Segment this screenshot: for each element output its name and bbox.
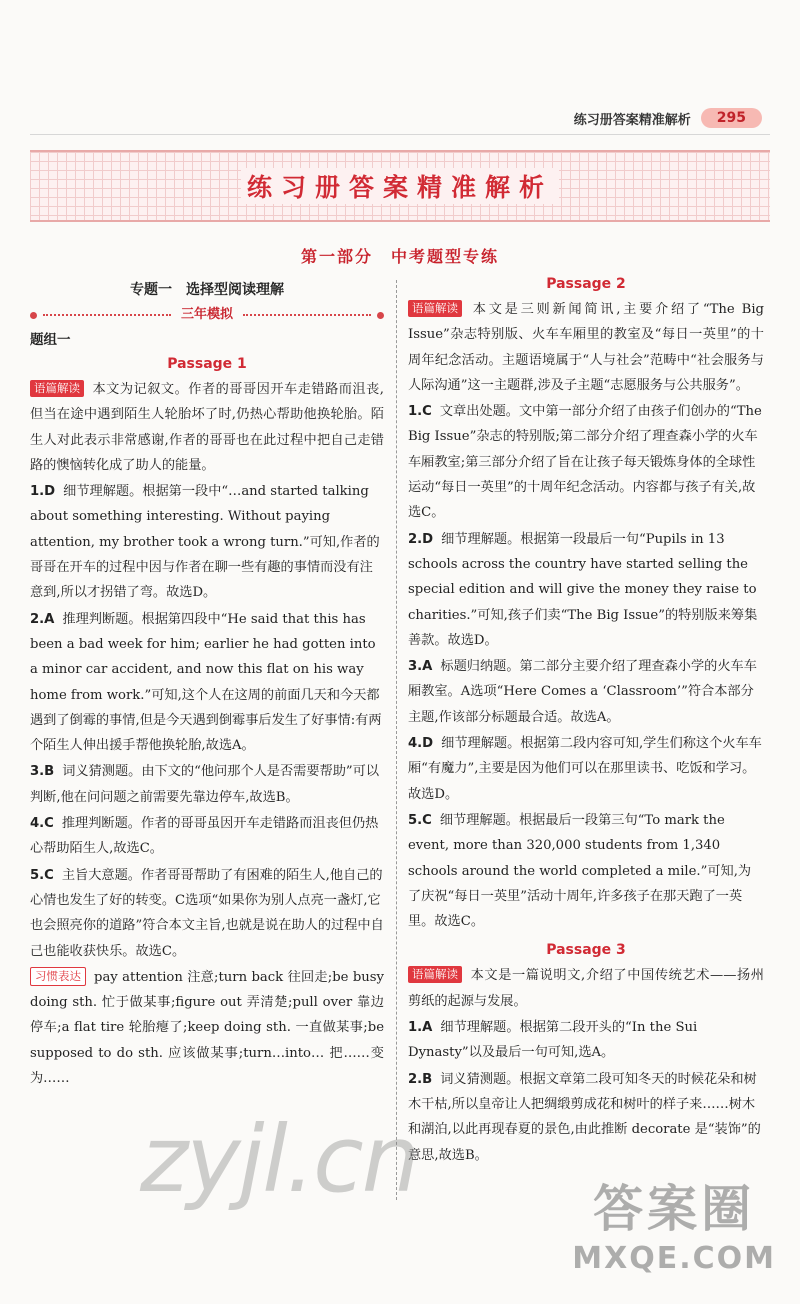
answer-number: 3.B xyxy=(30,764,55,780)
dotted-rule xyxy=(243,314,371,316)
answer-item xyxy=(408,1015,764,1066)
answer-item xyxy=(30,811,384,862)
answer-number: 4.C xyxy=(30,816,54,832)
answer-text: 标题归纳题。第二部分主要介绍了理查森小学的火车车厢教室。A选项“Here Comes a ‘Classroom’”符合本部分主题,作该部分标题最合适。故选A。 xyxy=(408,659,757,725)
column-divider xyxy=(396,280,397,1200)
answer-number: 2.A xyxy=(30,611,55,627)
summary-text: 本文是三则新闻简讯,主要介绍了“The Big Issue”杂志特别版、火车车厢里的教室及“每日一英里”的十周年纪念活动。主题语境属于“人与社会”范畴中“社会服务与人际沟通”这一主题群,涉及子主题“志愿服务与公共服务”。 xyxy=(408,302,764,393)
answer-text: 细节理解题。根据第一段中“…and started talking about something interesting. Without paying attention, my brother took a wrong turn.”可知,作者的哥哥在开车的过程中因与作者在聊一些有趣的事情而没有注意到,所以才拐错了弯。故选D。 xyxy=(30,484,380,601)
answer-text: 推理判断题。根据第四段中“He said that this has been a bad week for him; earlier he had gotten into a minor car accident, and now this flat on his way home from work.”可知,这个人在这周的前面几天和今天都遇到了倒霉的事情,但是今天遇到倒霉事后发生了好事情:有两个陌生人伸出援手帮他换轮胎,故选A。 xyxy=(30,611,382,754)
phrases-block xyxy=(30,965,384,1091)
watermark-mxqe xyxy=(572,1169,776,1276)
passage-title: Passage 1 xyxy=(167,356,247,372)
answer-item xyxy=(30,479,384,605)
group-heading: 题组一 xyxy=(30,332,71,348)
phrases-text: pay attention 注意;turn back 往回走;be busy doing sth. 忙于做某事;figure out 弄清楚;pull over 靠边停车;a flat tire 轮胎瘪了;keep doing sth. 一直做某事;be supposed to do sth. 应该做某事;turn…into… 把……变为…… xyxy=(30,969,384,1087)
title-banner xyxy=(30,150,770,222)
passage-summary xyxy=(408,297,764,398)
answer-text: 推理判断题。作者的哥哥虽因开车走错路而沮丧但仍热心帮助陌生人,故选C。 xyxy=(30,816,379,857)
page-number: 295 xyxy=(701,108,762,128)
answer-text: 细节理解题。根据第一段最后一句“Pupils in 13 schools across the country have started selling the special edition and will give the money they raise to charities.”可知,孩子们卖“The Big Issue”的特别版来筹集善款。故选D。 xyxy=(408,531,758,648)
topic-heading: 专题一 选择型阅读理解 xyxy=(130,282,284,298)
summary-tag: 语篇解读 xyxy=(30,380,84,397)
watermark-top-text: 答案圈 xyxy=(593,1180,756,1238)
banner-title: 练习册答案精准解析 xyxy=(241,168,559,204)
answer-item xyxy=(30,863,384,964)
answer-text: 细节理解题。根据第二段内容可知,学生们称这个火车车厢“有魔力”,主要是因为他们可以在那里读书、吃饭和学习。故选D。 xyxy=(408,736,762,802)
watermark-zyjl: zyjl.cn xyxy=(140,1106,418,1213)
part-title: 第一部分 中考题型专练 xyxy=(300,247,499,266)
left-column xyxy=(30,272,384,1092)
answer-item xyxy=(408,731,764,807)
answer-number: 1.D xyxy=(30,484,56,500)
header-rule xyxy=(30,134,770,135)
summary-text: 本文为记叙文。作者的哥哥因开车走错路而沮丧,但当在途中遇到陌生人轮胎坏了时,仍热心帮助他换轮胎。陌生人对此表示非常感谢,作者的哥哥也在此过程中把自己走错路的懊恼转化成了助人的能量。 xyxy=(30,382,384,473)
summary-tag: 语篇解读 xyxy=(408,300,462,317)
answer-text: 文章出处题。文中第一部分介绍了由孩子们创办的“The Big Issue”杂志的特别版;第二部分介绍了理查森小学的火车车厢教室;第三部分介绍了旨在让孩子每天锻炼身体的全球性运动“每日一英里”的十周年纪念活动。内容都与孩子有关,故选C。 xyxy=(408,404,762,521)
divider-dot-icon xyxy=(377,312,384,319)
mock-label: 三年模拟 xyxy=(181,307,234,323)
answer-item xyxy=(408,399,764,525)
answer-text: 词义猜测题。根据文章第二段可知冬天的时候花朵和树木干枯,所以皇帝让人把绸缎剪成花和树叶的样子来……树木和湖泊,以此再现春夏的景色,由此推断 decorate 是“装饰”的意思,故选B。 xyxy=(408,1071,761,1163)
summary-text: 本文是一篇说明文,介绍了中国传统艺术——扬州剪纸的起源与发展。 xyxy=(408,968,764,1009)
passage-summary xyxy=(408,963,764,1014)
answer-number: 3.A xyxy=(408,659,433,675)
answer-text: 细节理解题。根据最后一段第三句“To mark the event, more than 320,000 students from 1,340 schools around the world completed a mile.”可知,为了庆祝“每日一英里”活动十周年,许多孩子在那天跑了一英里。故选C。 xyxy=(408,812,752,930)
passage-title: Passage 2 xyxy=(546,276,626,292)
summary-tag: 语篇解读 xyxy=(408,966,462,983)
answer-item xyxy=(30,759,384,810)
right-column xyxy=(408,272,764,1169)
answer-text: 词义猜测题。由下文的“他问那个人是否需要帮助”可以判断,他在问问题之前需要先靠边停车,故选B。 xyxy=(30,764,380,805)
answer-number: 5.C xyxy=(408,812,432,828)
answer-text: 主旨大意题。作者哥哥帮助了有困难的陌生人,他自己的心情也发生了好的转变。C选项“如果你为别人点亮一盏灯,它也会照亮你的道路”符合本文主旨,也就是说在助人的过程中自己也能收获快乐。故选C。 xyxy=(30,867,384,959)
answer-item xyxy=(408,808,764,934)
mock-divider xyxy=(30,306,384,324)
answer-number: 1.C xyxy=(408,404,432,420)
passage-title: Passage 3 xyxy=(546,942,626,959)
divider-dot-icon xyxy=(30,312,37,319)
passage-summary xyxy=(30,377,384,478)
answer-item xyxy=(408,654,764,730)
answer-item xyxy=(30,607,384,759)
answer-number: 1.A xyxy=(408,1020,433,1036)
answer-number: 5.C xyxy=(30,867,54,883)
phrases-tag: 习惯表达 xyxy=(30,967,86,986)
answer-text: 细节理解题。根据第二段开头的“In the Sui Dynasty”以及最后一句可知,选A。 xyxy=(408,1020,698,1061)
running-title: 练习册答案精准解析 xyxy=(573,112,691,128)
answer-item xyxy=(408,527,764,653)
watermark-bottom-text: MXQE.COM xyxy=(572,1241,776,1276)
running-head xyxy=(574,108,762,128)
answer-item xyxy=(408,1067,764,1168)
answer-number: 4.D xyxy=(408,736,434,752)
dotted-rule xyxy=(43,314,171,316)
answer-number: 2.D xyxy=(408,531,434,547)
answer-number: 2.B xyxy=(408,1071,433,1087)
